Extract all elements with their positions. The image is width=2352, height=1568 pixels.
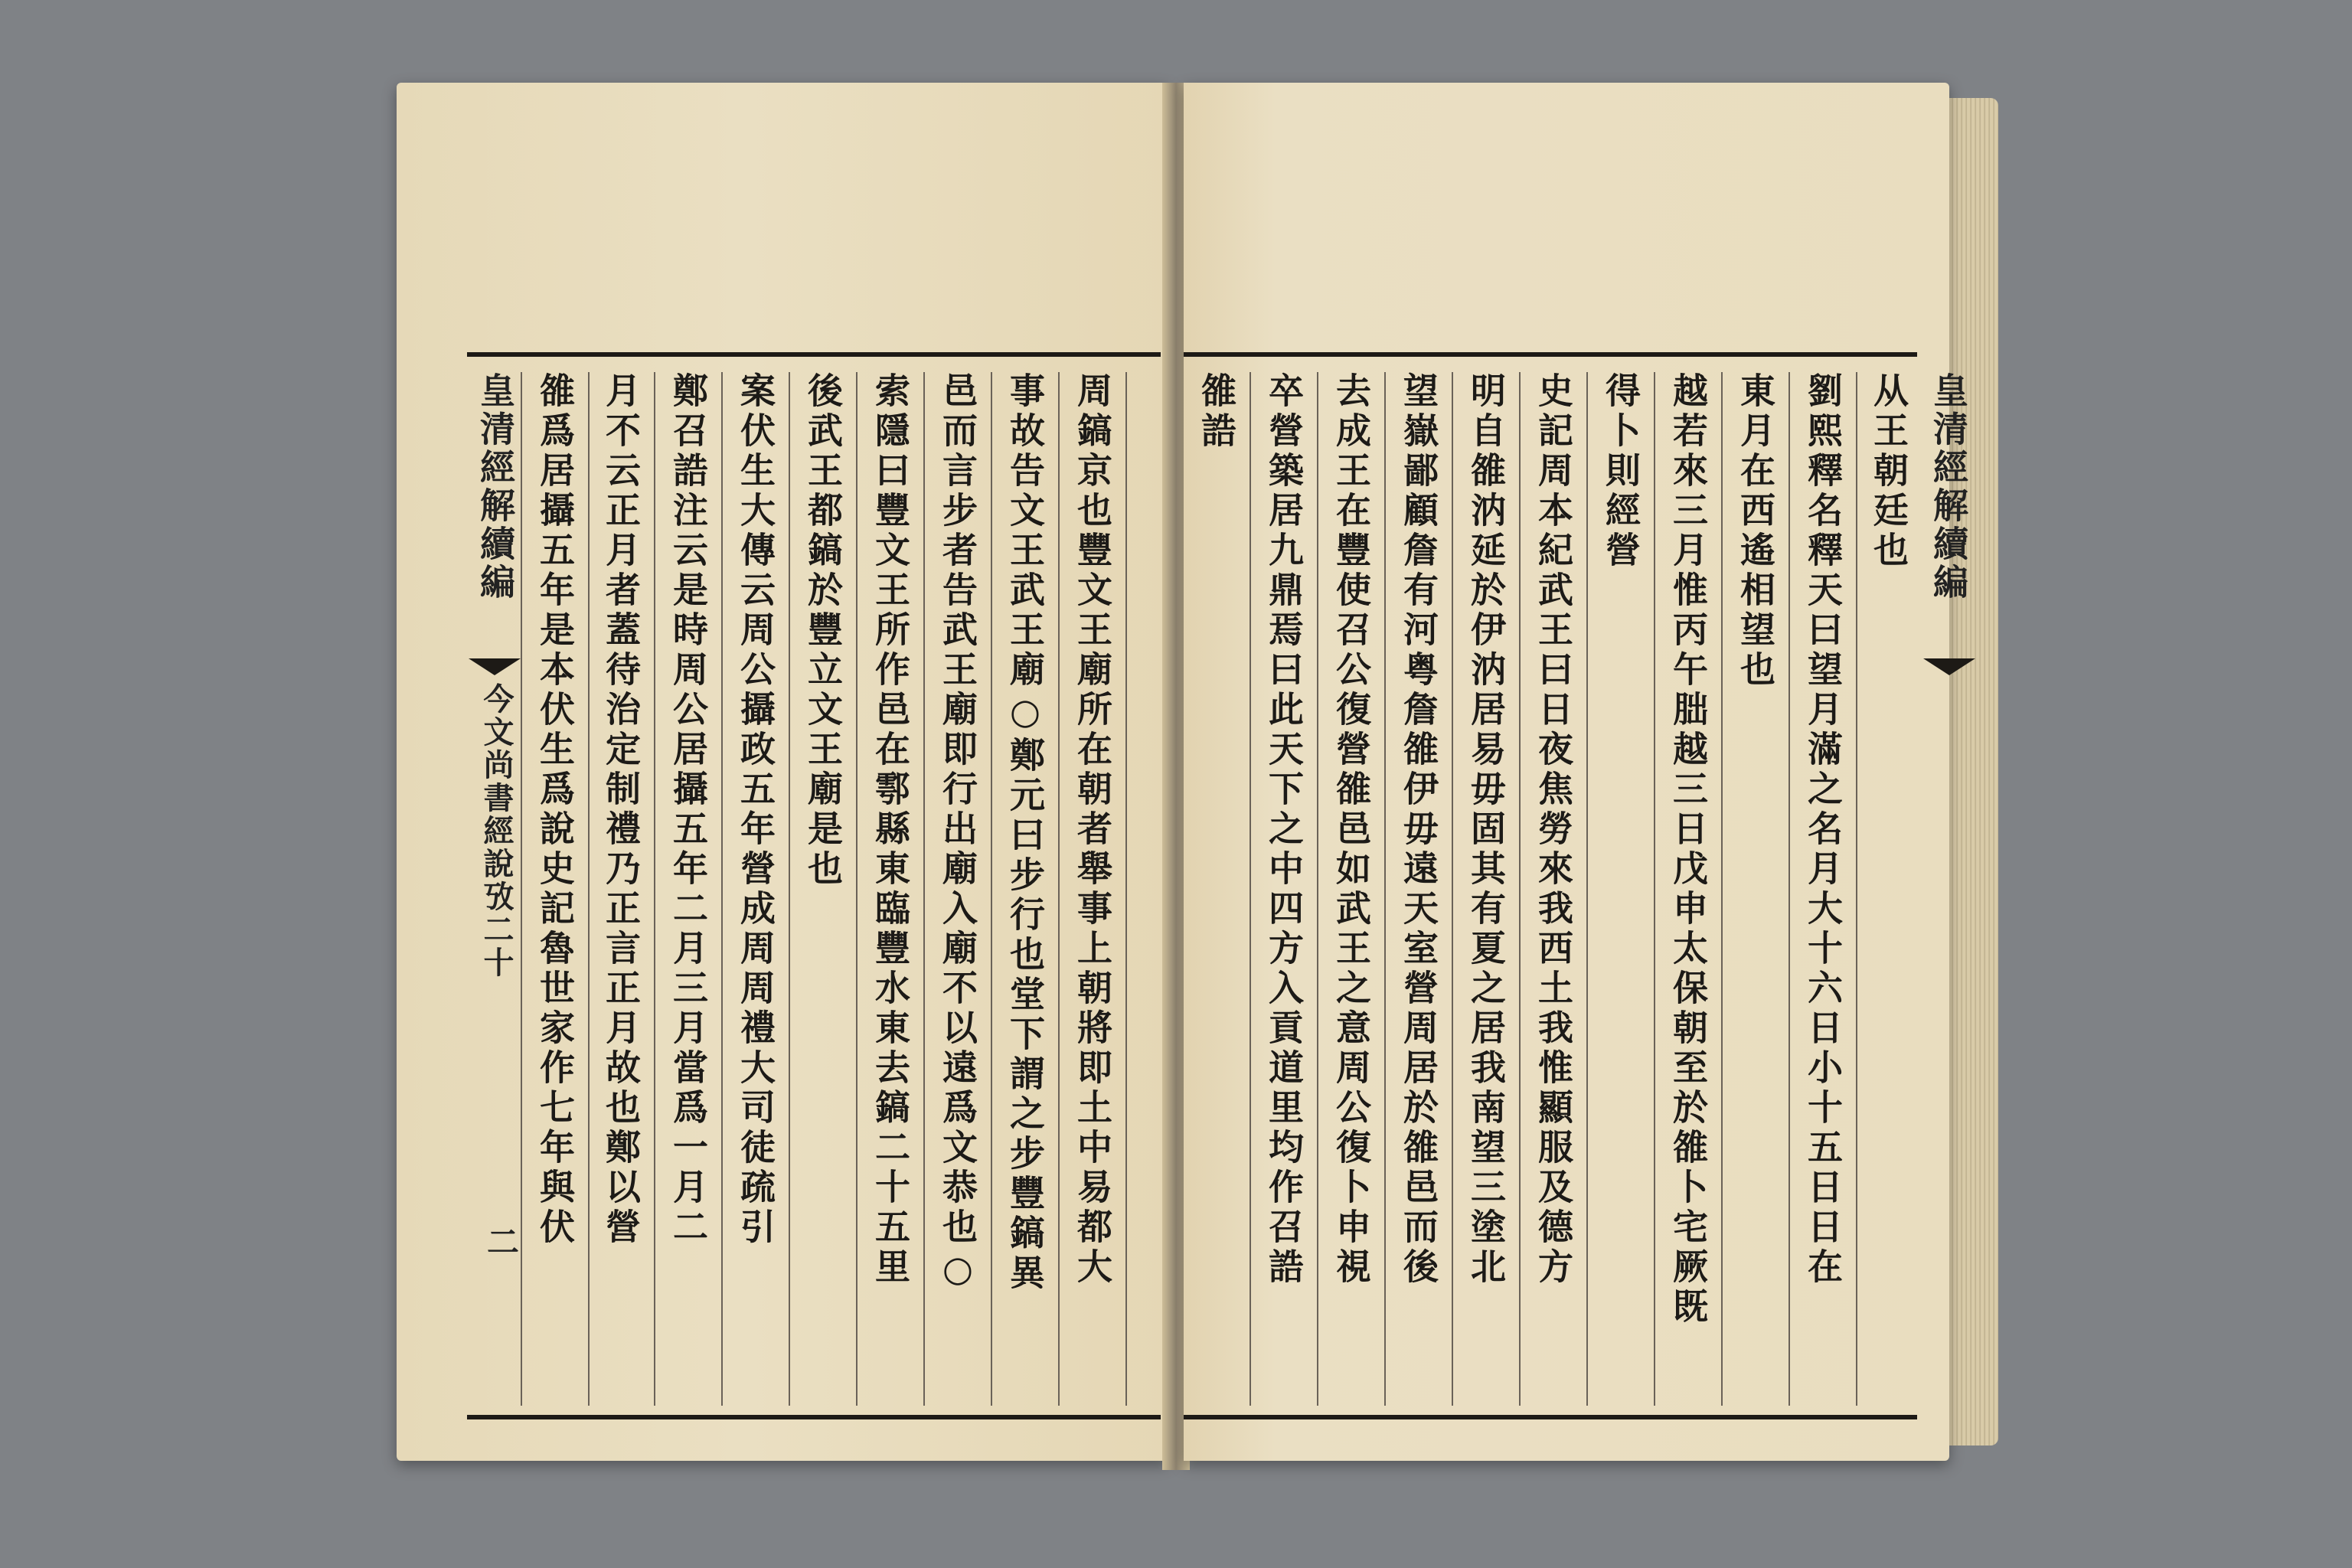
column — [1060, 372, 1127, 1406]
book-title: 皇清經解續編 — [1928, 372, 1969, 602]
column — [521, 372, 590, 1406]
frame-top-rule — [467, 352, 1161, 357]
column-text: 卒營築居九鼎焉曰此天下之中四方入貢道里均作召誥 — [1263, 372, 1305, 1288]
column-text: 後武王都鎬於豐立文王廟是也 — [802, 372, 844, 890]
column-text: 邑而言步者告武王廟即行出廟入廟不以遠爲文恭也○ — [937, 372, 978, 1294]
column-text: 劉熙釋名釋天曰望月滿之名月大十六日小十五日日在 — [1802, 372, 1844, 1288]
column — [1453, 372, 1521, 1406]
left-text-frame — [467, 352, 1161, 1419]
column-text: 明自雒汭延於伊汭居易毋固其有夏之居我南望三塗北 — [1465, 372, 1507, 1288]
column — [588, 372, 655, 1406]
right-page — [1184, 83, 1969, 1461]
left-page-heart — [467, 368, 521, 1401]
column-text: 去成王在豐使召公復營雒邑如武王之意周公復卜申視 — [1331, 372, 1372, 1288]
fish-tail-mark — [469, 658, 521, 675]
column-text: 月不云正月者蓋待治定制禮乃正言正月故也鄭以營 — [600, 372, 642, 1248]
column-text: 得卜則經營 — [1600, 372, 1642, 571]
column-partial — [1127, 372, 1158, 1406]
left-page — [397, 83, 1168, 1461]
column — [858, 372, 925, 1406]
column-text: 索隱曰豐文王所作邑在鄠縣東臨豐水東去鎬二十五里 — [870, 372, 911, 1288]
column — [1318, 372, 1386, 1406]
book-title: 皇清經解續編 — [475, 372, 516, 602]
column — [925, 372, 992, 1406]
column-text: 案伏生大傳云周公攝政五年營成周周禮大司徒疏引 — [735, 372, 776, 1248]
column-text: 望嶽鄙顧詹有河粤詹雒伊毋遠天室營周居於雒邑而後 — [1398, 372, 1439, 1288]
column — [790, 372, 858, 1406]
column-text: 東月在西遙相望也 — [1735, 372, 1776, 691]
column — [1184, 372, 1251, 1406]
leaf-number: 二 — [482, 1225, 520, 1257]
column-text: 周鎬京也豐文王廟所在朝者舉事上朝將即土中易都大 — [1072, 372, 1113, 1288]
column-text: 事故告文王武王廟○鄭元曰步行也堂下謂之步豐鎬異 — [1004, 372, 1046, 1294]
column-text: 雒爲居攝五年是本伏生爲說史記魯世家作七年與伏 — [534, 372, 576, 1248]
frame-bottom-rule — [467, 1415, 1161, 1419]
column — [1723, 372, 1790, 1406]
column-text: 鄭召誥注云是時周公居攝五年二月三月當爲一月二 — [668, 372, 709, 1248]
column — [1655, 372, 1723, 1406]
column-text: 越若來三月惟丙午朏越三日戊申太保朝至於雒卜宅厥既 — [1668, 372, 1709, 1328]
column-text: 雒誥 — [1196, 372, 1237, 452]
column — [655, 372, 723, 1406]
column — [1857, 372, 1917, 1406]
column — [1521, 372, 1588, 1406]
right-page-heart — [1925, 368, 1978, 1401]
column — [1386, 372, 1453, 1406]
column — [992, 372, 1060, 1406]
right-text-frame — [1184, 352, 1969, 1419]
column-text: 从王朝廷也 — [1868, 372, 1909, 571]
frame-bottom-rule — [1184, 1415, 1917, 1419]
column — [1251, 372, 1318, 1406]
frame-top-rule — [1184, 352, 1917, 357]
column — [1790, 372, 1857, 1406]
chapter-title: 今文尚書經說攷二十 — [479, 683, 514, 979]
column-text: 史記周本紀武王曰日夜焦勞來我西土我惟顯服及德方 — [1533, 372, 1574, 1288]
fish-tail-mark — [1923, 658, 1975, 675]
open-book — [392, 83, 2000, 1476]
column — [723, 372, 790, 1406]
column — [1588, 372, 1655, 1406]
